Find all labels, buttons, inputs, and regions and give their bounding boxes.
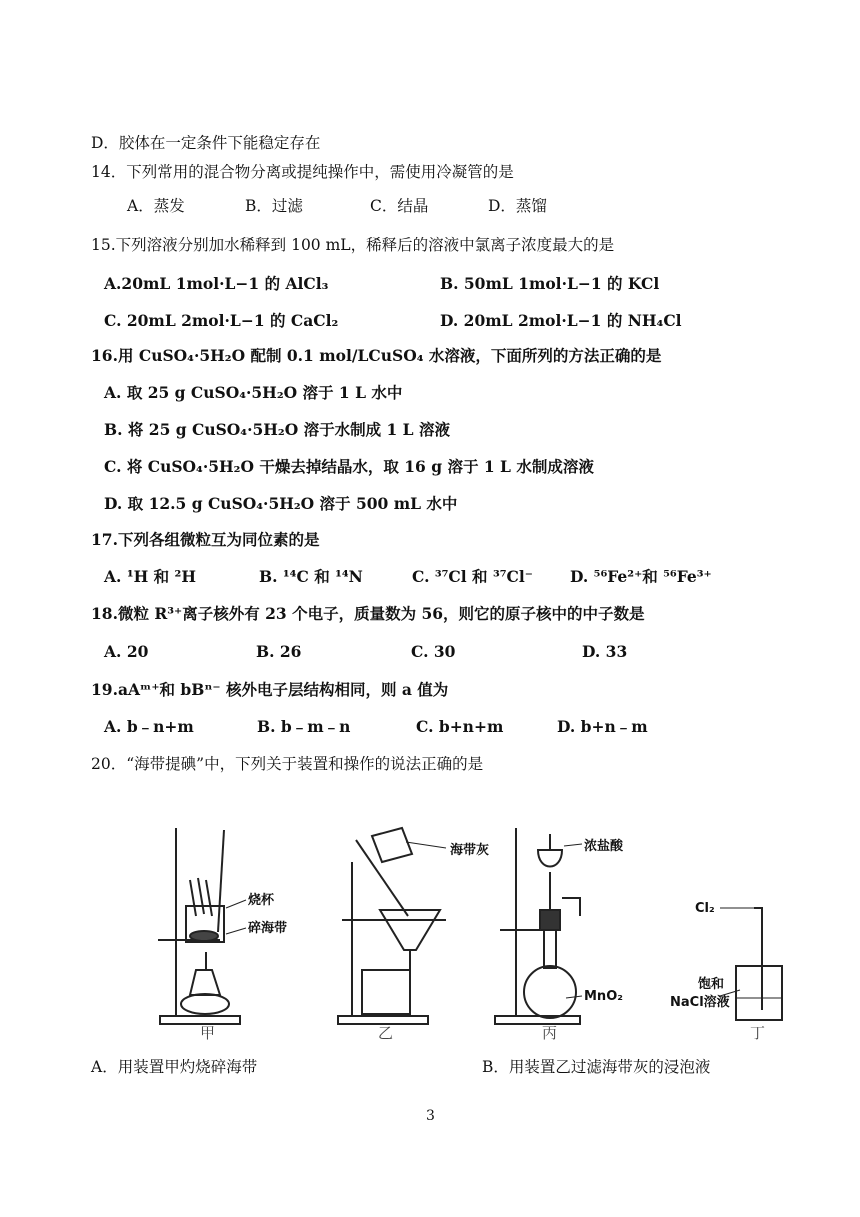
- q16-stem: 16.用 CuSO₄·5H₂O 配制 0.1 mol/LCuSO₄ 水溶液，下面所列的方法正确的是: [91, 346, 662, 365]
- q15-stem: 15.下列溶液分别加水稀释到 100 mL，稀释后的溶液中氯离子浓度最大的是: [91, 236, 615, 254]
- page-number: 3: [426, 1108, 435, 1124]
- label-beaker: 烧杯: [248, 893, 275, 908]
- q19-option-a: A. b﹣n+m: [104, 717, 194, 736]
- q15-option-d: D. 20mL 2mol·L−1 的 NH₄Cl: [440, 311, 682, 330]
- q18-option-a: A. 20: [104, 642, 149, 661]
- q17-stem: 17.下列各组微粒互为同位素的是: [91, 530, 320, 549]
- apparatus-jia: [158, 828, 246, 1024]
- caption-ding: 丁: [750, 1024, 766, 1040]
- q14-option-a: A．蒸发: [127, 197, 185, 215]
- label-saturated: 饱和: [698, 977, 725, 992]
- q13-option-d: D．胶体在一定条件下能稳定存在: [91, 134, 321, 152]
- q19-option-b: B. b﹣m﹣n: [257, 717, 351, 736]
- q16-option-c: C. 将 CuSO₄·5H₂O 干燥去掉结晶水，取 16 g 溶于 1 L 水制成溶液: [104, 457, 594, 476]
- q19-option-c: C. b+n+m: [416, 717, 504, 736]
- q16-option-a: A. 取 25 g CuSO₄·5H₂O 溶于 1 L 水中: [104, 383, 403, 402]
- q19-option-d: D. b+n﹣m: [557, 717, 648, 736]
- q17-option-d: D. ⁵⁶Fe²⁺和 ⁵⁶Fe³⁺: [570, 567, 712, 586]
- q15-option-a: A.20mL 1mol·L−1 的 AlCl₃: [104, 274, 329, 293]
- q17-option-a: A. ¹H 和 ²H: [104, 567, 196, 586]
- label-nacl: NaCl溶液: [670, 995, 730, 1010]
- q20-stem: 20．“海带提碘”中，下列关于装置和操作的说法正确的是: [91, 755, 484, 773]
- caption-bing: 丙: [542, 1024, 558, 1040]
- q19-stem: 19.aAᵐ⁺和 bBⁿ⁻ 核外电子层结构相同，则 a 值为: [91, 680, 449, 699]
- label-ash: 海带灰: [450, 843, 490, 858]
- q18-option-c: C. 30: [411, 642, 456, 661]
- q20-option-a: A．用装置甲灼烧碎海带: [91, 1058, 258, 1076]
- q15-option-c: C. 20mL 2mol·L−1 的 CaCl₂: [104, 311, 339, 330]
- q17-option-c: C. ³⁷Cl 和 ³⁷Cl⁻: [412, 567, 533, 586]
- q14-option-d: D．蒸馏: [488, 197, 547, 215]
- apparatus-bing: [495, 828, 582, 1024]
- apparatus-yi: [338, 828, 446, 1024]
- caption-yi: 乙: [378, 1024, 394, 1040]
- q20-option-b: B．用装置乙过滤海带灰的浸泡液: [482, 1058, 711, 1076]
- apparatus-figure: [150, 820, 800, 1040]
- label-mno2: MnO₂: [584, 989, 623, 1004]
- q18-option-d: D. 33: [582, 642, 628, 661]
- q18-stem: 18.微粒 R³⁺离子核外有 23 个电子，质量数为 56，则它的原子核中的中子数是: [91, 604, 645, 623]
- label-cl2: Cl₂: [695, 901, 715, 916]
- q14-stem: 14．下列常用的混合物分离或提纯操作中，需使用冷凝管的是: [91, 163, 514, 181]
- q18-option-b: B. 26: [256, 642, 302, 661]
- q17-option-b: B. ¹⁴C 和 ¹⁴N: [259, 567, 363, 586]
- q16-option-b: B. 将 25 g CuSO₄·5H₂O 溶于水制成 1 L 溶液: [104, 420, 450, 439]
- caption-jia: 甲: [200, 1024, 216, 1040]
- q14-option-b: B．过滤: [245, 197, 303, 215]
- q15-option-b: B. 50mL 1mol·L−1 的 KCl: [440, 274, 660, 293]
- q16-option-d: D. 取 12.5 g CuSO₄·5H₂O 溶于 500 mL 水中: [104, 494, 458, 513]
- q14-option-c: C．结晶: [370, 197, 429, 215]
- label-seaweed: 碎海带: [248, 921, 288, 936]
- label-acid: 浓盐酸: [584, 839, 624, 854]
